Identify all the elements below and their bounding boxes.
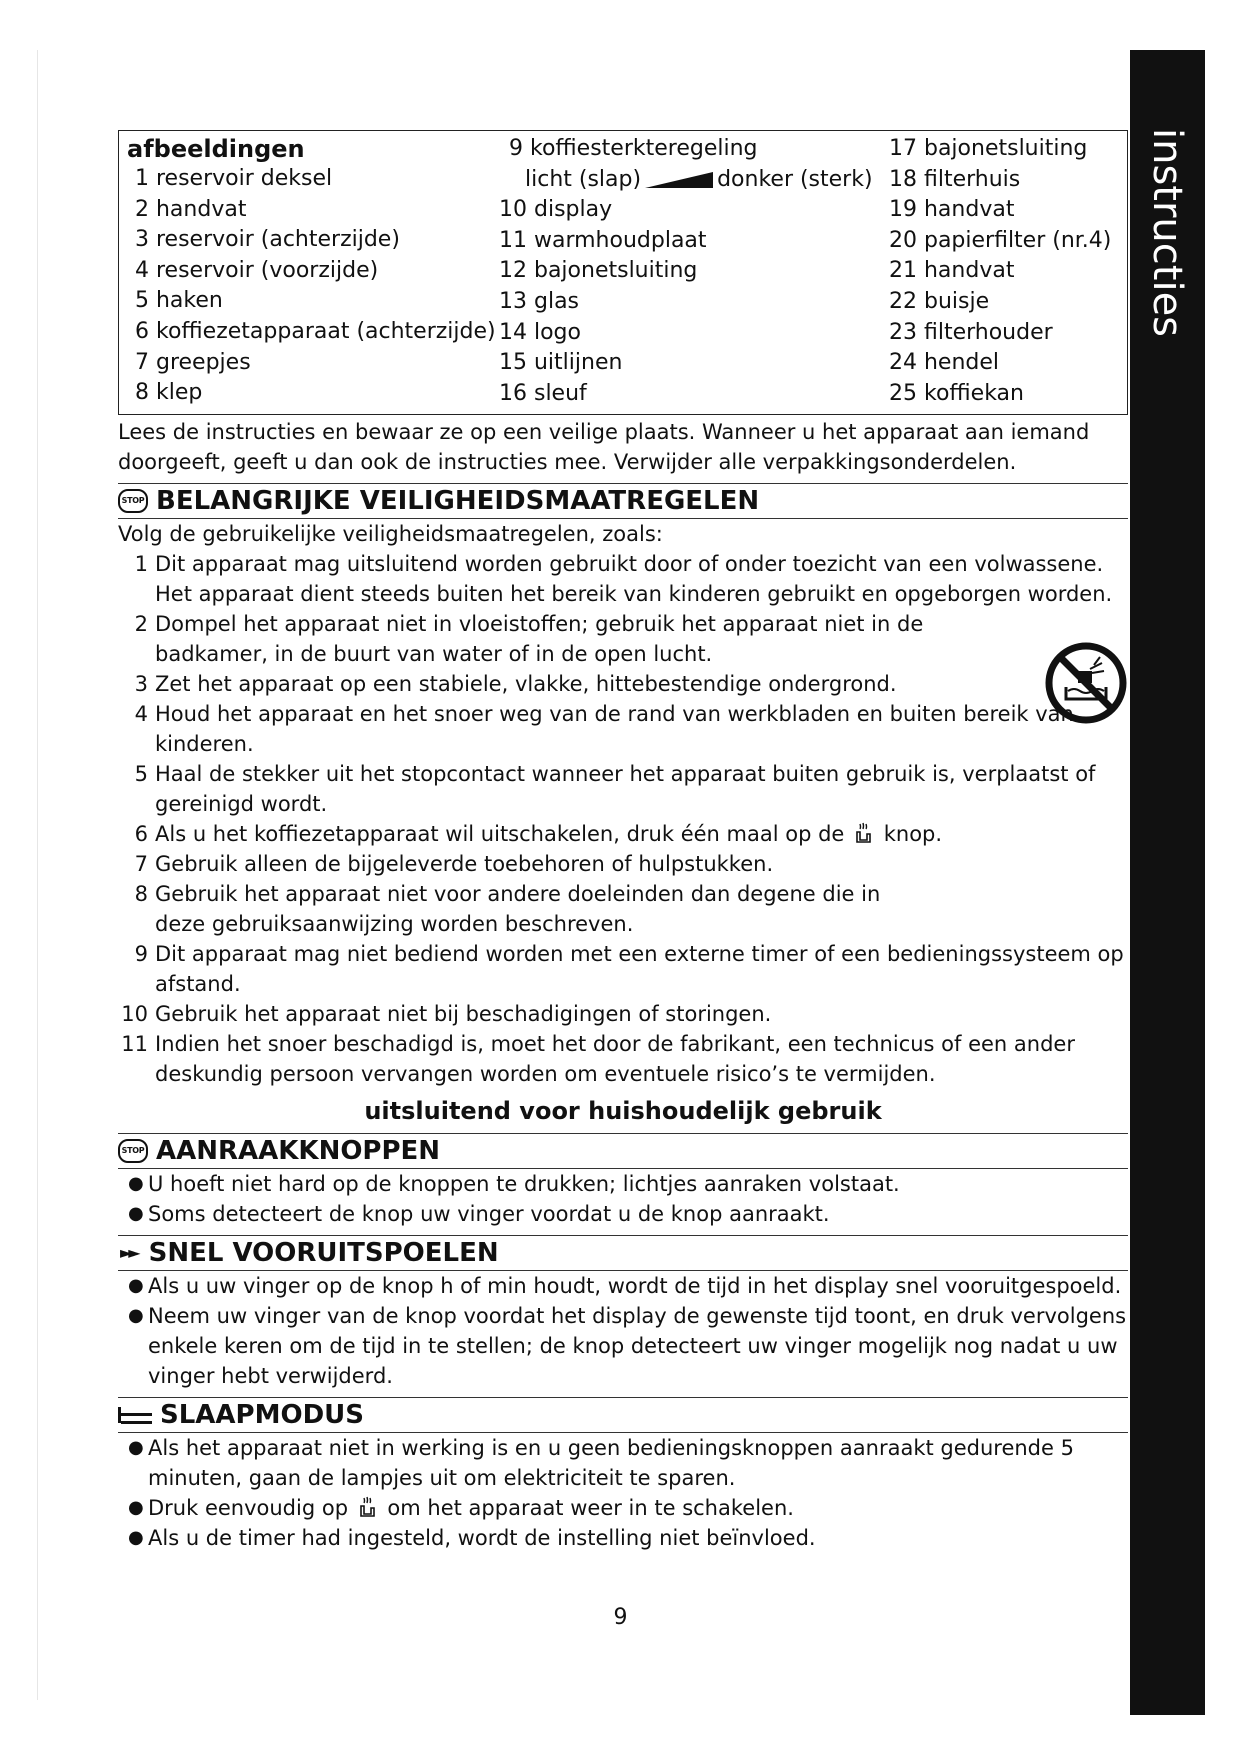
power-hand-icon: [851, 820, 877, 844]
item-number: 5: [134, 762, 148, 786]
safety-item: [118, 1029, 1128, 1089]
safety-item: [118, 879, 1128, 939]
safety-item: [118, 759, 1128, 819]
legend-item: 16 sleuf: [499, 380, 587, 406]
safety-item: [118, 699, 1128, 759]
legend-item: 11 warmhoudplaat: [499, 227, 707, 253]
bullet-icon: ●: [128, 1527, 144, 1548]
sleep-heading-text: SLAAPMODUS: [160, 1400, 364, 1430]
safety-item: [118, 669, 1128, 699]
sleep-list: [118, 1433, 1128, 1553]
item-number: 10: [121, 1002, 148, 1026]
strength-dark-label: donker (sterk): [717, 166, 873, 192]
legend-item: 4 reservoir (voorzijde): [135, 257, 379, 283]
safety-item: [118, 549, 1128, 609]
fast-forward-list: [118, 1271, 1128, 1391]
item-number: 8: [134, 882, 148, 906]
item-number: 11: [121, 1032, 148, 1056]
bullet-item: [128, 1523, 1128, 1553]
item-text: Haal de stekker uit het stopcontact wanneer het apparaat buiten gebruik is, verplaatst of gereinigd wordt.: [155, 762, 1096, 816]
stop-sign-icon: STOP: [118, 1139, 148, 1163]
household-use-note: uitsluitend voor huishoudelijk gebruik: [364, 1097, 882, 1125]
bullet-item: [128, 1199, 1128, 1229]
bed-icon: [118, 1405, 152, 1425]
bullet-text-after: om het apparaat weer in te schakelen.: [387, 1496, 794, 1520]
power-hand-icon: [355, 1494, 381, 1518]
legend-item: 19 handvat: [889, 197, 1015, 223]
legend-item: 9 koffiesterkteregeling: [509, 136, 758, 161]
item-text-before: Als u het koffiezetapparaat wil uitschakelen, druk één maal op de: [155, 822, 845, 846]
bullet-item: [128, 1493, 1128, 1523]
legend-item: 6 koffiezetapparaat (achterzijde): [135, 318, 496, 344]
no-water-immersion-icon: [1044, 641, 1128, 725]
bullet-item: [128, 1271, 1128, 1301]
touch-heading: [118, 1133, 1128, 1169]
strength-light-label: licht (slap): [525, 166, 642, 192]
legend-item: 5 haken: [135, 288, 223, 314]
bullet-icon: ●: [128, 1305, 144, 1326]
fast-forward-heading-text: SNEL VOORUITSPOELEN: [148, 1238, 499, 1268]
bullet-icon: ●: [128, 1497, 144, 1518]
bullet-icon: ●: [128, 1203, 144, 1224]
legend-item: 18 filterhuis: [889, 166, 1021, 192]
bullet-item: [128, 1433, 1128, 1493]
item-text: Indien het snoer beschadigd is, moet het door de fabrikant, een technicus of een ander deskundig persoon vervangen worden om eventuele risico’s te vermijden.: [155, 1032, 1075, 1086]
item-text: Dompel het apparaat niet in vloeistoffen; gebruik het apparaat niet in de badkamer, in de buurt van water of in de open lucht.: [155, 612, 924, 666]
item-number: 2: [134, 612, 148, 636]
safety-item: [118, 999, 1128, 1029]
safety-lead: Volg de gebruikelijke veiligheidsmaatregelen, zoals:: [118, 522, 663, 546]
item-number: 7: [134, 852, 148, 876]
legend-item: 1 reservoir deksel: [135, 166, 333, 191]
item-number: 3: [134, 672, 148, 696]
bullet-text: Als u de timer had ingesteld, wordt de instelling niet beïnvloed.: [148, 1526, 816, 1550]
legend-item: 25 koffiekan: [889, 380, 1024, 406]
legend-item: 13 glas: [499, 288, 580, 314]
legend-item: 20 papierfilter (nr.4): [889, 227, 1112, 253]
safety-heading: [118, 483, 1128, 519]
item-text: Gebruik alleen de bijgeleverde toebehoren of hulpstukken.: [155, 852, 774, 876]
legend-item: 24 hendel: [889, 350, 1000, 376]
figure-legend-box: [118, 130, 1128, 415]
item-number: 1: [134, 552, 148, 576]
stop-sign-icon: STOP: [118, 489, 148, 513]
legend-item: 10 display: [499, 197, 613, 223]
legend-item: 21 handvat: [889, 258, 1015, 284]
safety-item: [118, 819, 1128, 849]
legend-column-2: [499, 134, 873, 409]
bullet-item: [128, 1301, 1128, 1391]
bullet-icon: ●: [128, 1275, 144, 1296]
item-number: 4: [134, 702, 148, 726]
item-text: Houd het apparaat en het snoer weg van de rand van werkbladen en buiten bereik van kinderen.: [155, 702, 1074, 756]
bullet-text: Soms detecteert de knop uw vinger voordat u de knop aanraakt.: [148, 1202, 830, 1226]
fast-forward-heading: [118, 1235, 1128, 1271]
page-number: 9: [613, 1605, 628, 1630]
section-tab-label: instructies: [1144, 128, 1190, 338]
bullet-icon: ●: [128, 1173, 144, 1194]
legend-item: 22 buisje: [889, 288, 990, 314]
safety-item: [118, 609, 1128, 669]
legend-item: 23 filterhouder: [889, 319, 1053, 345]
page-margin-rule: [37, 50, 38, 1700]
item-text: Dit apparaat mag niet bediend worden met een externe timer of een bedieningssysteem op afstand.: [155, 942, 1124, 996]
legend-item: 14 logo: [499, 319, 581, 345]
legend-column-3: [889, 134, 1111, 409]
bullet-text: [148, 1493, 794, 1523]
safety-list: [118, 549, 1128, 1089]
item-text: Dit apparaat mag uitsluitend worden gebruikt door of onder toezicht van een volwassene. Het apparaat dient steeds buiten het bereik van kinderen gebruikt en opgeborgen worden.: [155, 552, 1113, 606]
item-text: Gebruik het apparaat niet bij beschadigingen of storingen.: [155, 1002, 772, 1026]
section-tab: [1130, 50, 1205, 1715]
figure-legend-title: afbeeldingen: [127, 135, 305, 163]
strength-scale: [499, 165, 873, 196]
item-text: [155, 819, 1128, 849]
legend-item: 3 reservoir (achterzijde): [135, 227, 400, 253]
bullet-text: U hoeft niet hard op de knoppen te drukken; lichtjes aanraken volstaat.: [148, 1172, 900, 1196]
legend-column-1: [135, 164, 496, 409]
item-number: 6: [134, 822, 148, 846]
legend-item: 15 uitlijnen: [499, 350, 623, 376]
bullet-item: [128, 1169, 1128, 1199]
item-text-after: knop.: [883, 822, 943, 846]
sleep-heading: [118, 1397, 1128, 1433]
legend-item: 7 greepjes: [135, 349, 251, 375]
page-content: [118, 130, 1128, 1553]
legend-item: 2 handvat: [135, 196, 247, 222]
legend-item: 12 bajonetsluiting: [499, 258, 698, 284]
touch-list: [118, 1169, 1128, 1229]
touch-heading-text: AANRAAKKNOPPEN: [156, 1136, 441, 1166]
fast-forward-icon: ►►: [120, 1243, 137, 1262]
item-text: Gebruik het apparaat niet voor andere doeleinden dan degene die in deze gebruiksaanwijzing worden beschreven.: [155, 882, 881, 936]
bullet-text-before: Druk eenvoudig op: [148, 1496, 349, 1520]
bullet-icon: ●: [128, 1437, 144, 1458]
legend-item: 17 bajonetsluiting: [889, 136, 1088, 161]
item-number: 9: [134, 942, 148, 966]
safety-heading-text: BELANGRIJKE VEILIGHEIDSMAATREGELEN: [156, 486, 760, 516]
legend-item: 8 klep: [135, 380, 203, 406]
bullet-text: Als u uw vinger op de knop h of min houdt, wordt de tijd in het display snel vooruitgespoeld.: [148, 1274, 1122, 1298]
item-text: Zet het apparaat op een stabiele, vlakke, hittebestendige ondergrond.: [155, 672, 897, 696]
safety-item: [118, 939, 1128, 999]
strength-wedge-icon: [645, 172, 713, 188]
intro-paragraph: Lees de instructies en bewaar ze op een veilige plaats. Wanneer u het apparaat aan iemand doorgeeft, geeft u dan ook de instructies mee. Verwijder alle verpakkingsonderdelen.: [118, 420, 1090, 474]
bullet-text: Neem uw vinger van de knop voordat het display de gewenste tijd toont, en druk vervolgens enkele keren om de tijd in te stellen; de knop detecteert uw vinger mogelijk nog nadat u uw vinger hebt verwijderd.: [148, 1304, 1127, 1388]
safety-item: [118, 849, 1128, 879]
bullet-text: Als het apparaat niet in werking is en u geen bedieningsknoppen aanraakt gedurende 5 minuten, gaan de lampjes uit om elektriciteit te sparen.: [148, 1436, 1074, 1490]
